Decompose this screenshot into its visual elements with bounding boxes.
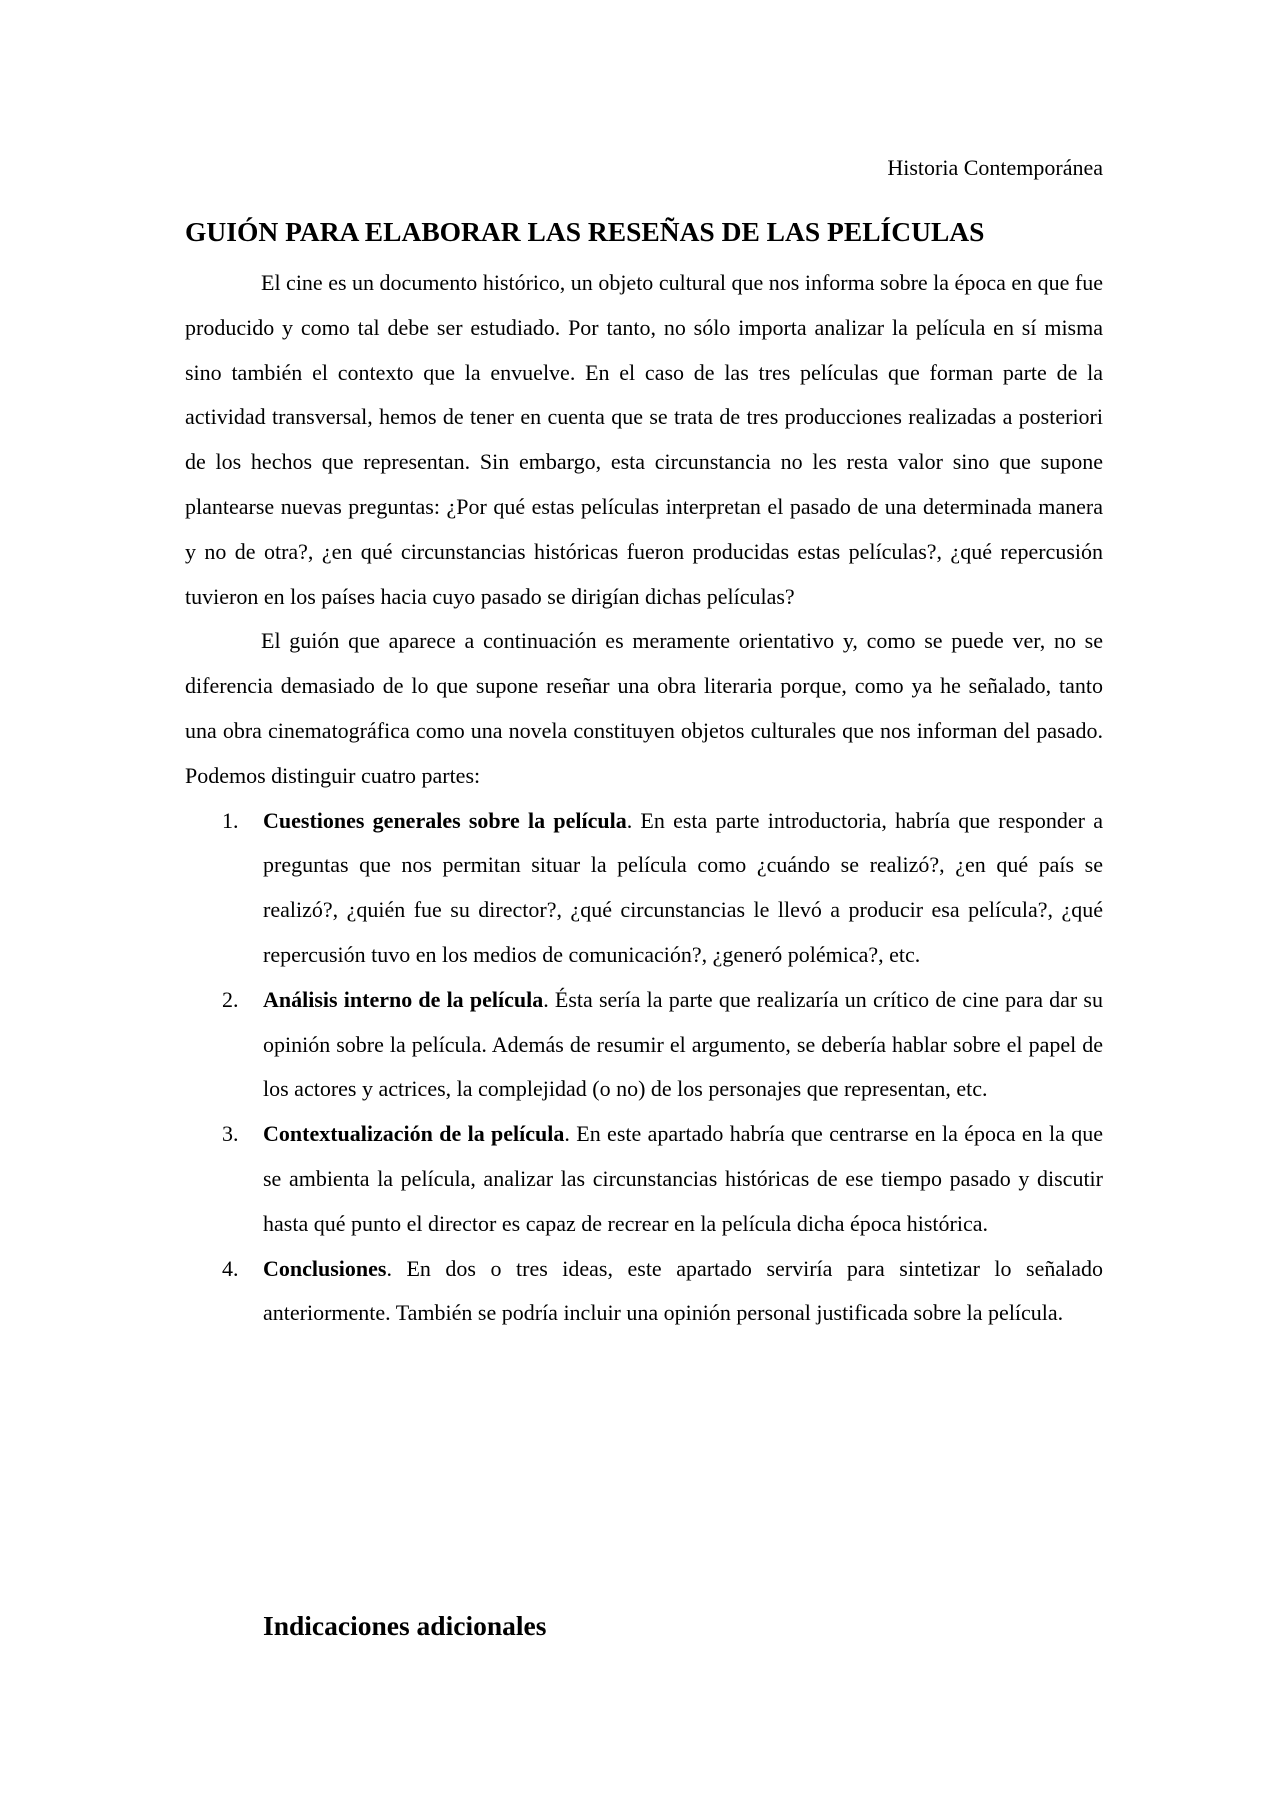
intro-paragraph: El cine es un documento histórico, un objeto cultural que nos informa sobre la época en que fue producido y como tal debe ser estudiado. Por tanto, no sólo importa analizar la película en sí misma sino también el contexto que la envuelve. En el caso de las tres películas que forman parte de la actividad transversal, hemos de tener en cuenta que se trata de tres producciones realizadas a posteriori de los hechos que representan. Sin embargo, esta circunstancia no les resta valor sino que supone plantearse nuevas preguntas: ¿Por qué estas películas interpretan el pasado de una determinada manera y no de otra?, ¿en qué circunstancias históricas fueron producidas estas películas?, ¿qué repercusión tuvieron en los países hacia cuyo pasado se dirigían dichas películas? bbox=[185, 270, 1103, 609]
list-item-contextualization bbox=[185, 1112, 1103, 1246]
course-header: Historia Contemporánea bbox=[887, 155, 1103, 180]
part-title: Cuestiones generales sobre la película bbox=[263, 807, 627, 833]
section-heading: Indicaciones adicionales bbox=[263, 1610, 547, 1641]
list-number: 4. bbox=[222, 1255, 239, 1281]
part-title: Análisis interno de la película bbox=[263, 986, 544, 1012]
list-number: 3. bbox=[222, 1121, 239, 1147]
document-title: GUIÓN PARA ELABORAR LAS RESEÑAS DE LAS PELÍCULAS bbox=[185, 216, 985, 247]
list-item-conclusions bbox=[185, 1247, 1103, 1337]
guide-paragraph: El guión que aparece a continuación es meramente orientativo y, como se puede ver, no se diferencia demasiado de lo que supone reseñar una obra literaria porque, como ya he señalado, tanto una obra cinematográfica como una novela constituyen objetos culturales que nos informan del pasado. Podemos distinguir cuatro partes: bbox=[185, 628, 1103, 788]
list-number: 1. bbox=[222, 807, 239, 833]
review-parts-list bbox=[185, 799, 1103, 1337]
part-text: . En este apartado habría que centrarse en la época en la que se ambienta la película, analizar las circunstancias históricas de ese tiempo pasado y discutir hasta qué punto el director es capaz de recrear en la película dicha época histórica. bbox=[263, 1121, 1104, 1236]
part-text: . Ésta sería la parte que realizaría un crítico de cine para dar su opinión sobre la película. Además de resumir el argumento, se debería hablar sobre el papel de los actores y actrices, la complejidad (o no) de los personajes que representan, etc. bbox=[263, 986, 1103, 1102]
list-number: 2. bbox=[222, 986, 239, 1012]
list-item-internal-analysis bbox=[185, 978, 1103, 1112]
document-body bbox=[185, 261, 1103, 1336]
part-text: . En dos o tres ideas, este apartado serviría para sintetizar lo señalado anteriormente. También se podría incluir una opinión personal justificada sobre la película. bbox=[263, 1255, 1103, 1326]
part-title: Contextualización de la película bbox=[263, 1121, 565, 1147]
list-item-general-questions bbox=[185, 799, 1103, 978]
part-title: Conclusiones bbox=[263, 1255, 387, 1281]
part-text: . En esta parte introductoria, habría que responder a preguntas que nos permitan situar la película como ¿cuándo se realizó?, ¿en qué país se realizó?, ¿quién fue su director?, ¿qué circunstancias le llevó a producir esa película?, ¿qué repercusión tuvo en los medios de comunicación?, ¿generó polémica?, etc. bbox=[263, 807, 1103, 967]
